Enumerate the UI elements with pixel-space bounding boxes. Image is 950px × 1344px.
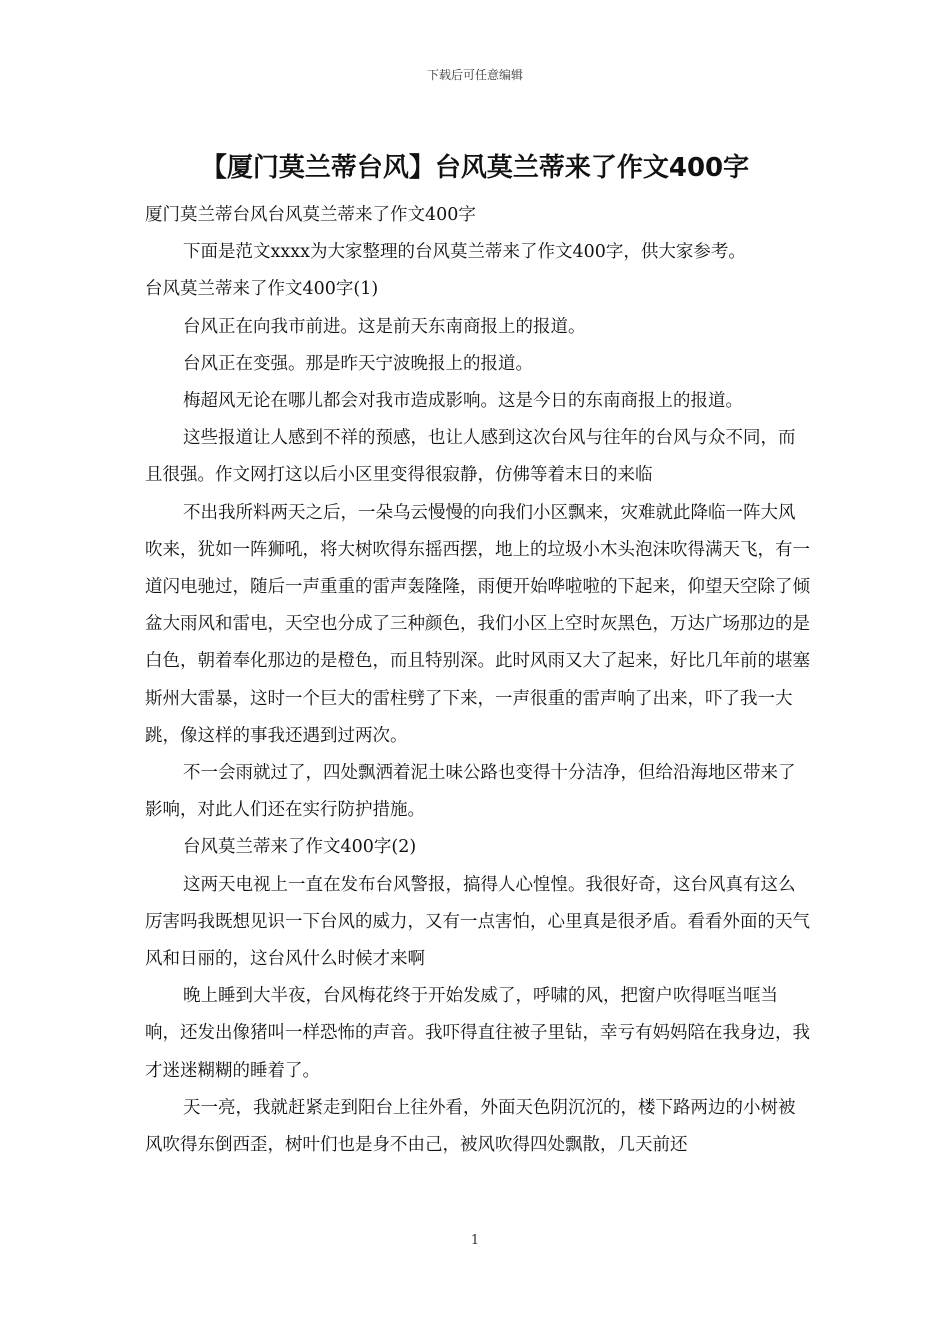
paragraph: 天一亮，我就赶紧走到阳台上往外看，外面天色阴沉沉的，楼下路两边的小树被风吹得东倒西歪，树叶们也是身不由己，被风吹得四处飘散，几天前还 [145, 1097, 796, 1156]
page-header-note: 下载后可任意编辑 [426, 68, 523, 82]
paragraph: 不出我所料两天之后，一朵乌云慢慢的向我们小区飘来，灾难就此降临一阵大风吹来，犹如一阵狮吼，将大树吹得东摇西摆，地上的垃圾小木头泡沫吹得满天飞，有一道闪电驰过，随后一声重重的雷声轰隆隆，雨便开始哗啦啦的下起来，仰望天空除了倾盆大雨风和雷电，天空也分成了三种颜色，我们小区上空时灰黑色，万达广场那边的是白色，朝着奉化那边的是橙色，而且特别深。此时风雨又大了起来，好比几年前的堪塞斯州大雷暴，这时一个巨大的雷柱劈了下来，一声很重的雷声响了出来，吓了我一大跳，像这样的事我还遇到过两次。 [145, 502, 810, 746]
paragraph: 下面是范文xxxx为大家整理的台风莫兰蒂来了作文400字，供大家参考。 [183, 242, 746, 263]
section-heading: 台风莫兰蒂来了作文400字(2) [183, 837, 417, 858]
document-body [145, 197, 811, 1164]
section-heading: 台风莫兰蒂来了作文400字(1) [145, 279, 379, 300]
paragraph: 这些报道让人感到不祥的预感，也让人感到这次台风与往年的台风与众不同，而且很强。作文网打这以后小区里变得很寂静，仿佛等着末日的来临 [145, 428, 796, 486]
document-title: 【厦门莫兰蒂台风】台风莫兰蒂来了作文400字 [200, 153, 750, 183]
paragraph: 台风正在变强。那是昨天宁波晚报上的报道。 [183, 353, 533, 374]
paragraph: 不一会雨就过了，四处飘洒着泥土味公路也变得十分洁净，但给沿海地区带来了影响，对此人们还在实行防护措施。 [145, 763, 796, 821]
page-number: 1 [470, 1233, 480, 1248]
paragraph: 厦门莫兰蒂台风台风莫兰蒂来了作文400字 [145, 205, 476, 225]
paragraph: 这两天电视上一直在发布台风警报，搞得人心惶惶。我很好奇，这台风真有这么厉害吗我既想见识一下台风的威力，又有一点害怕，心里真是很矛盾。看看外面的天气风和日丽的，这台风什么时候才来啊 [145, 874, 810, 970]
paragraph: 梅超风无论在哪儿都会对我市造成影响。这是今日的东南商报上的报道。 [183, 391, 743, 412]
paragraph: 晚上睡到大半夜，台风梅花终于开始发威了，呼啸的风，把窗户吹得哐当哐当响，还发出像猪叫一样恐怖的声音。我吓得直往被子里钻，幸亏有妈妈陪在我身边，我才迷迷糊糊的睡着了。 [145, 986, 810, 1081]
paragraph: 台风正在向我市前进。这是前天东南商报上的报道。 [183, 316, 586, 337]
